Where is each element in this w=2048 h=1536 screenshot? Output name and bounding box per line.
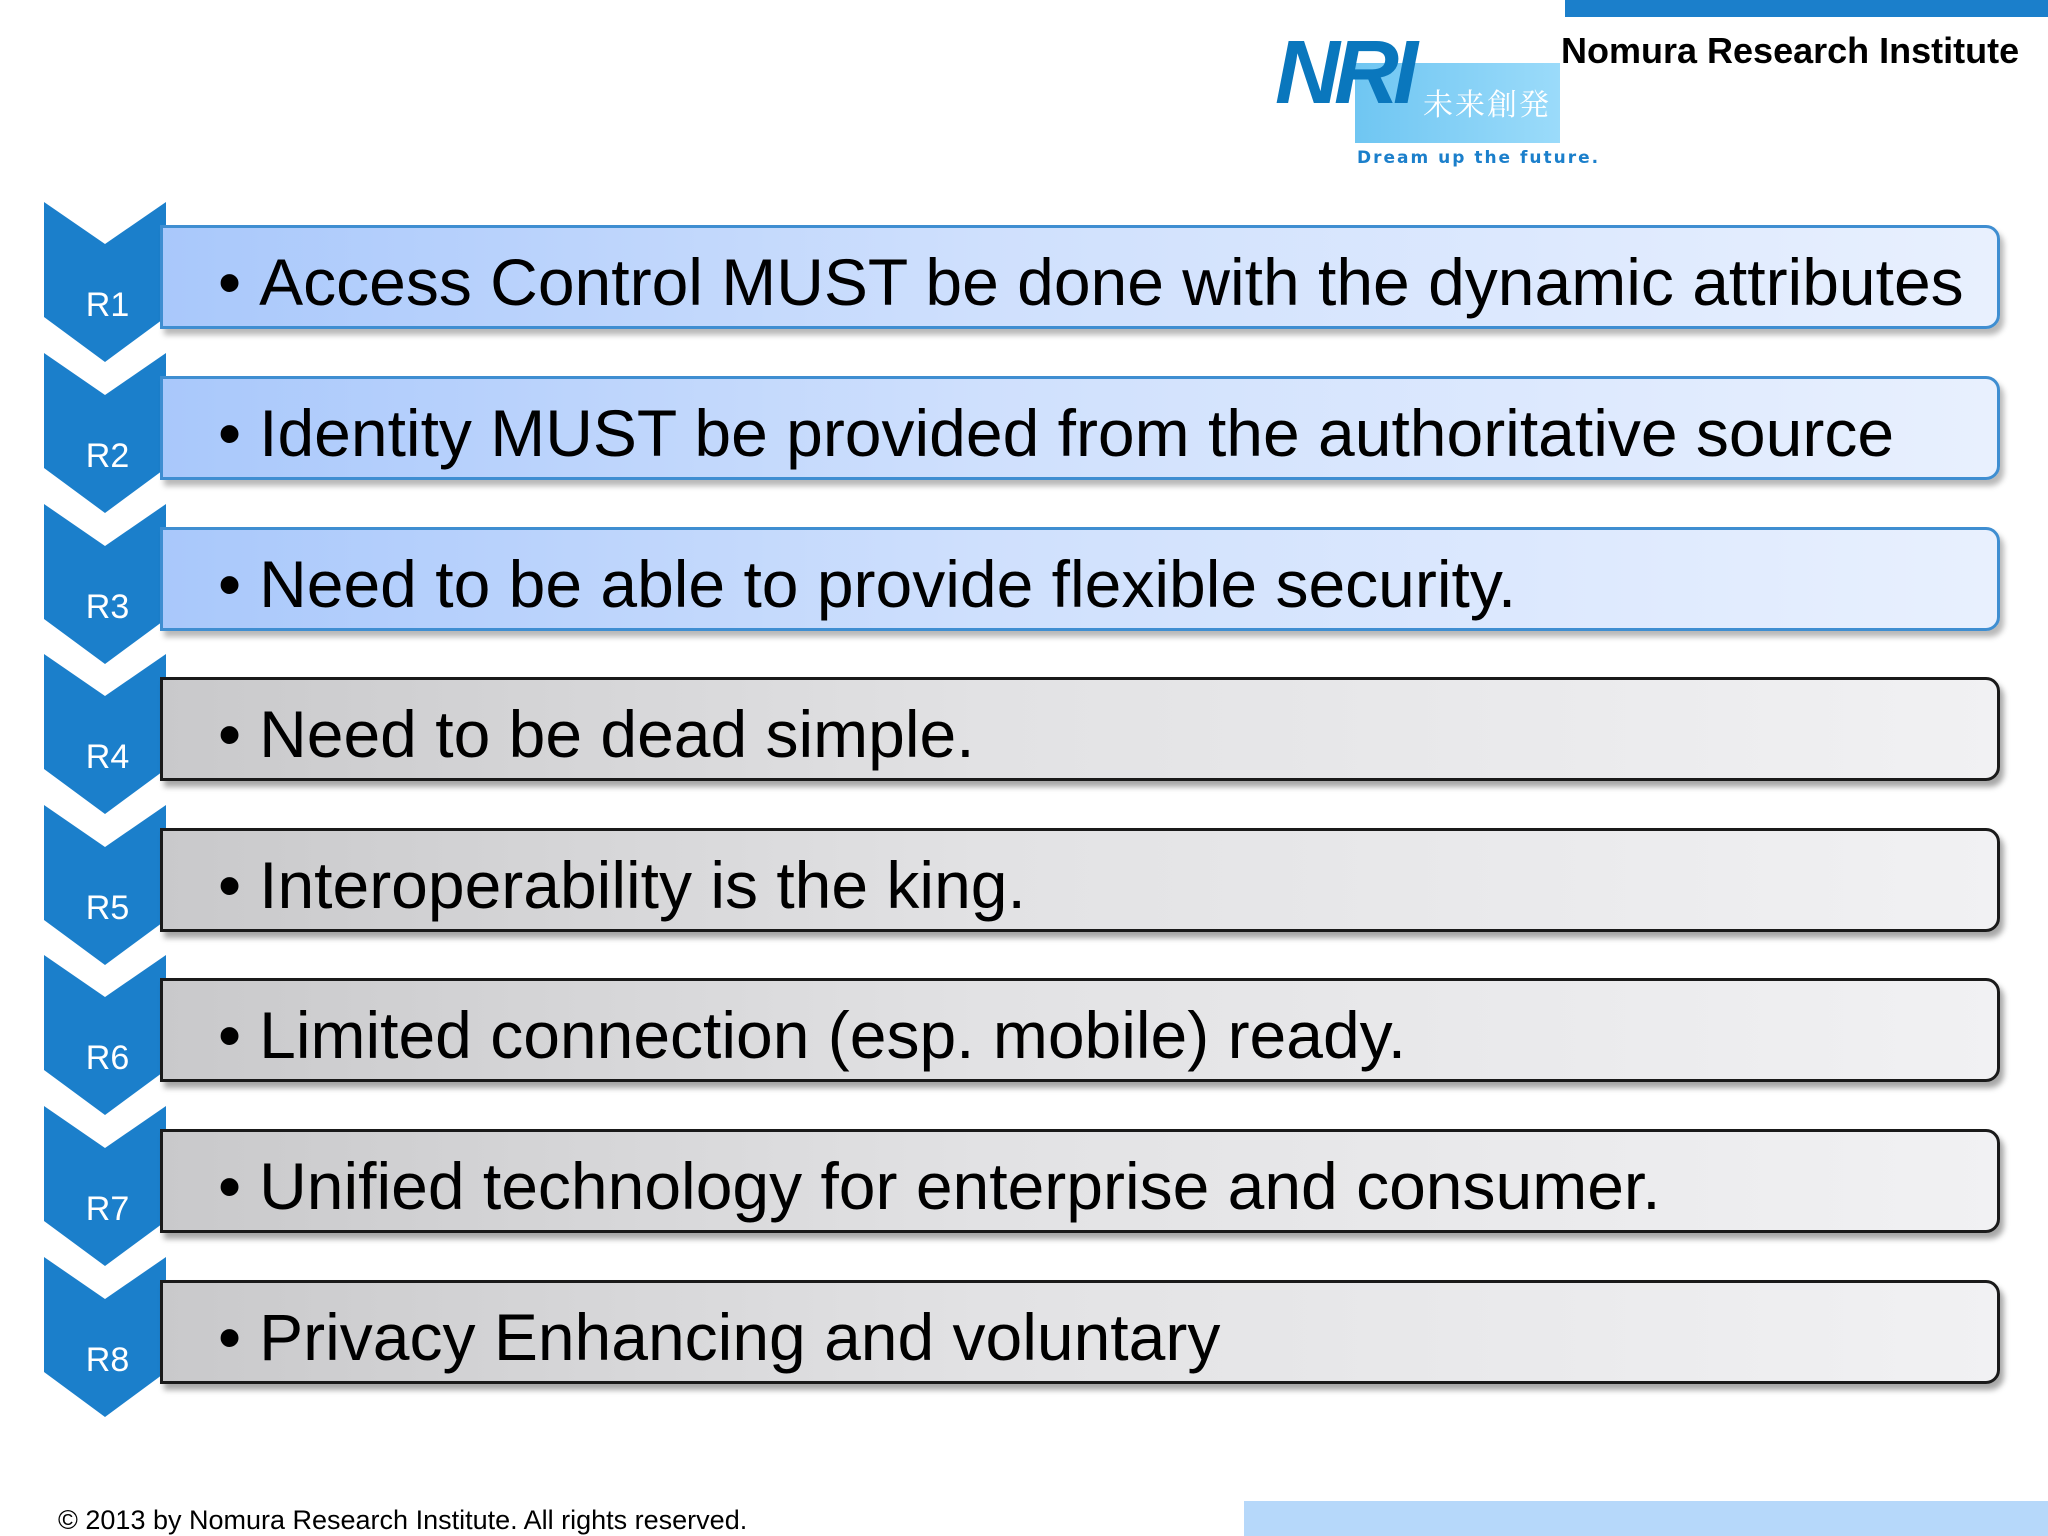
requirement-box [160, 527, 2000, 631]
chevron-down-icon [44, 805, 166, 965]
chevron-down-icon [44, 353, 166, 513]
chevron-down-icon [44, 202, 166, 362]
top-accent-bar [1565, 0, 2048, 17]
chevron-down-icon [44, 1257, 166, 1417]
requirement-box [160, 1280, 2000, 1384]
chevron-down-icon [44, 504, 166, 664]
logo-mark: NRI [1275, 23, 1412, 123]
requirement-text: • Need to be dead simple. [218, 696, 975, 772]
requirement-row-r7 [0, 1126, 2048, 1276]
requirement-box [160, 1129, 2000, 1233]
requirement-text: • Need to be able to provide flexible security. [218, 546, 1516, 622]
requirement-box [160, 828, 2000, 932]
requirement-row-r4 [0, 674, 2048, 824]
chevron-down-icon [44, 955, 166, 1115]
chevron-down-icon [44, 1106, 166, 1266]
requirement-label: R1 [85, 286, 130, 324]
requirement-label: R8 [85, 1341, 130, 1379]
requirement-text: • Unified technology for enterprise and consumer. [218, 1148, 1661, 1224]
requirement-row-r6 [0, 975, 2048, 1125]
nri-logo [1275, 23, 1601, 175]
requirement-label: R5 [85, 889, 130, 927]
requirement-text: • Access Control MUST be done with the dynamic attributes [218, 244, 1964, 320]
logo-tagline: Dream up the future. [1357, 148, 1601, 168]
footer-accent-bar [1244, 1501, 2048, 1536]
copyright-notice: © 2013 by Nomura Research Institute. All rights reserved. [58, 1505, 748, 1535]
requirement-text: • Privacy Enhancing and voluntary [218, 1299, 1220, 1375]
requirement-row-r5 [0, 825, 2048, 975]
requirement-text: • Limited connection (esp. mobile) ready. [218, 997, 1406, 1073]
requirement-label: R6 [85, 1039, 130, 1077]
requirement-box [160, 376, 2000, 480]
chevron-down-icon [44, 654, 166, 814]
requirement-label: R3 [85, 588, 130, 626]
requirement-box [160, 225, 2000, 329]
requirement-box [160, 677, 2000, 781]
requirement-row-r3 [0, 524, 2048, 674]
requirement-row-r2 [0, 373, 2048, 523]
requirement-label: R7 [85, 1190, 130, 1228]
requirement-row-r1 [0, 222, 2048, 372]
company-name: Nomura Research Institute [1561, 30, 2020, 71]
logo-japanese-text: 未来創発 [1423, 88, 1551, 123]
requirement-label: R2 [85, 437, 130, 475]
requirement-row-r8 [0, 1277, 2048, 1427]
requirement-box [160, 978, 2000, 1082]
requirement-text: • Identity MUST be provided from the authoritative source [218, 395, 1894, 471]
requirement-text: • Interoperability is the king. [218, 847, 1026, 923]
requirement-label: R4 [85, 738, 130, 776]
